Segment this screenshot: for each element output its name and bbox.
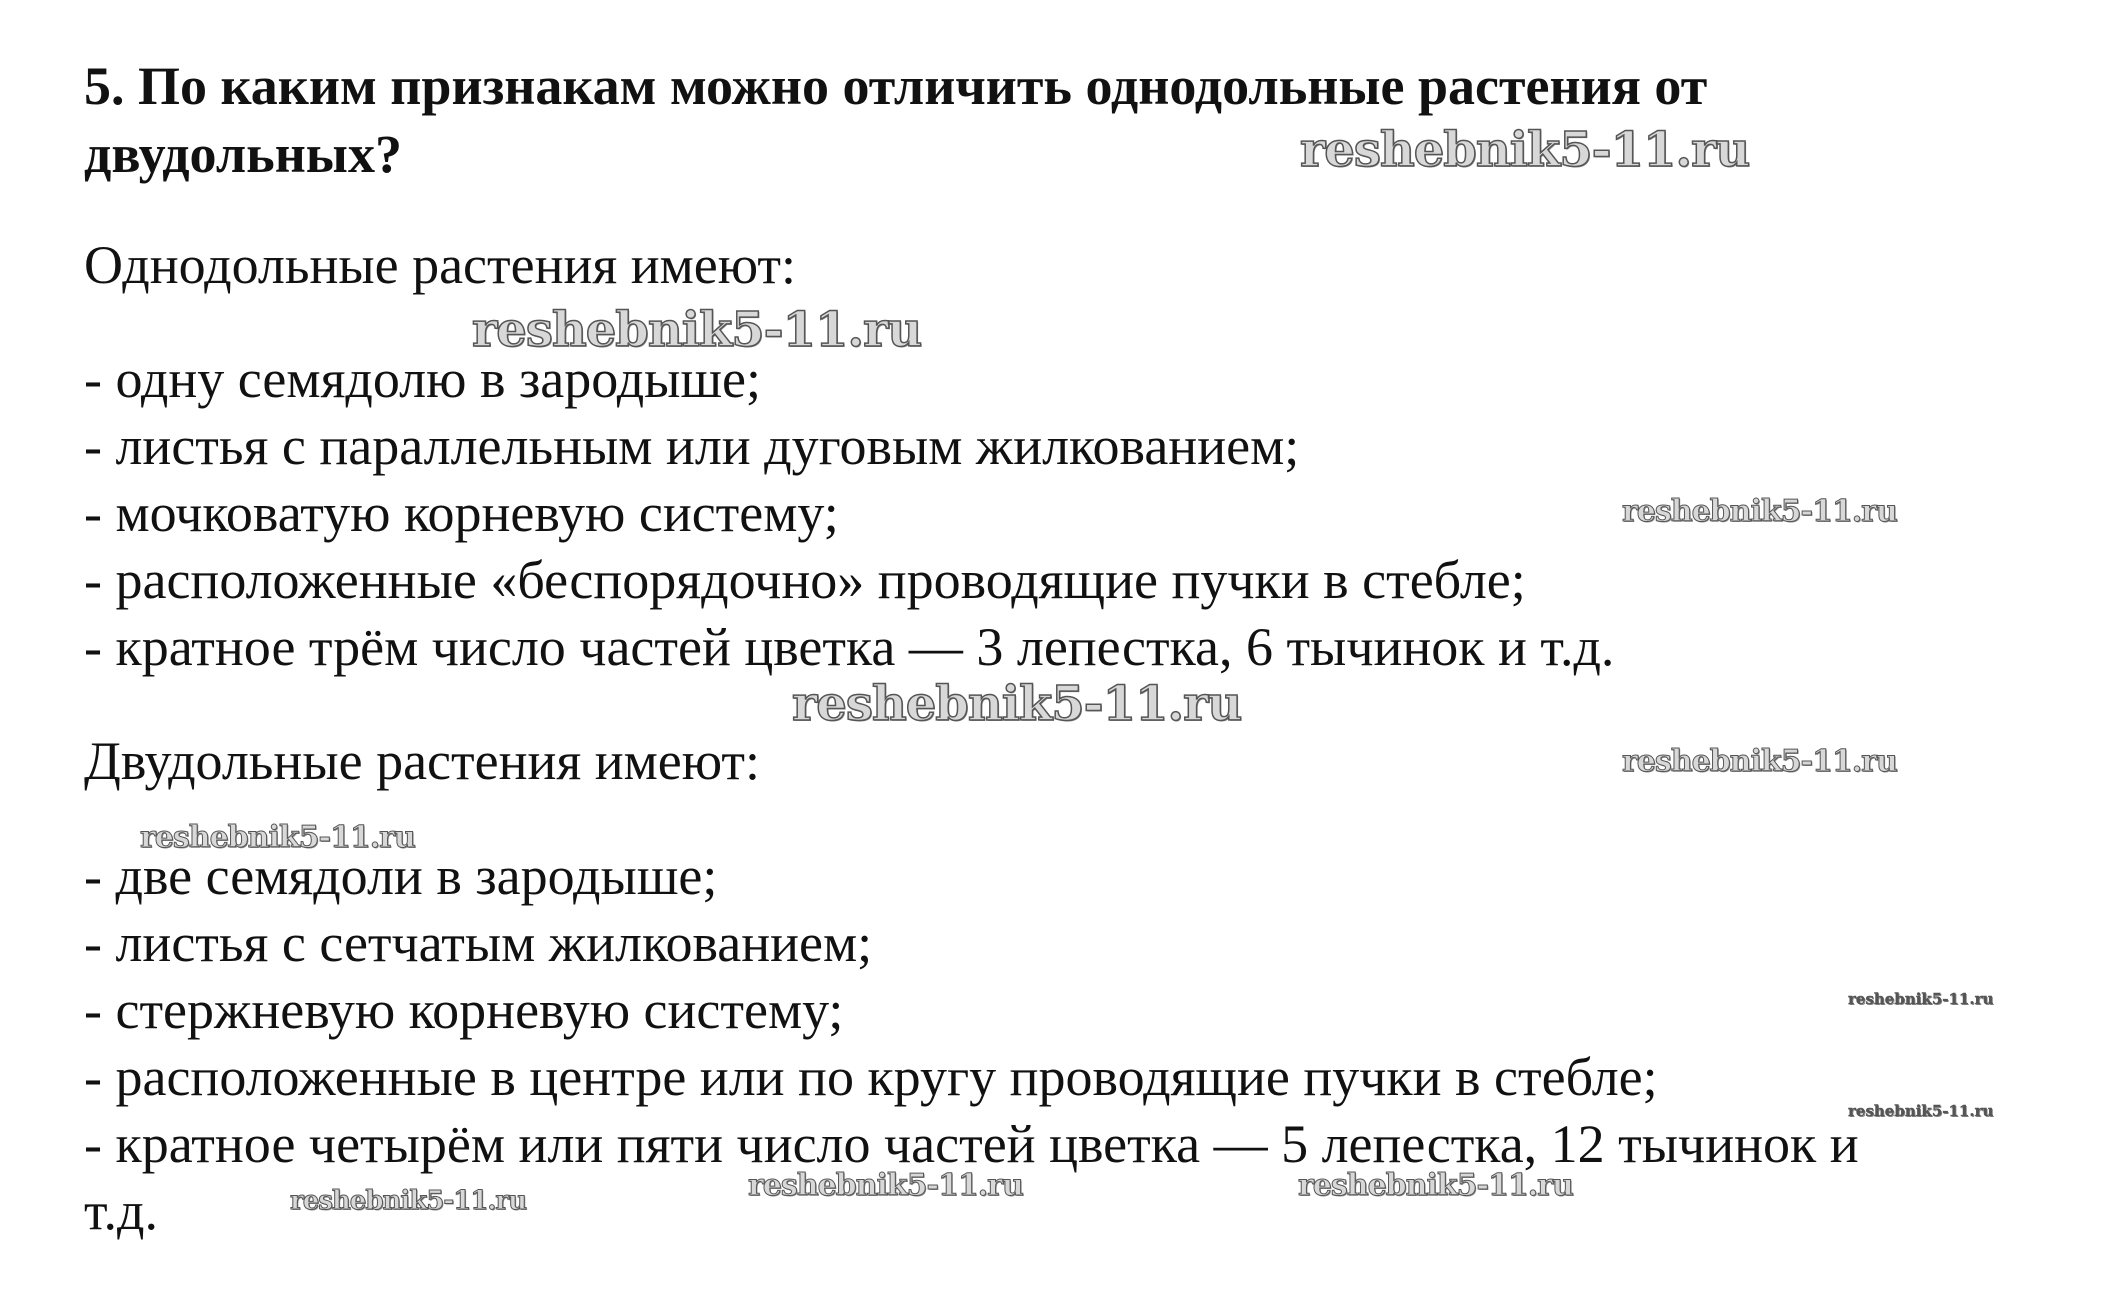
watermark: reshebnik5-11.ru: [1622, 744, 1897, 779]
monocots-item: - листья с параллельным или дуговым жилкованием;: [84, 416, 1300, 476]
watermark: reshebnik5-11.ru: [1622, 494, 1897, 529]
watermark: reshebnik5-11.ru: [1848, 1102, 1994, 1120]
watermark: reshebnik5-11.ru: [1298, 1168, 1573, 1203]
monocots-item: - одну семядолю в зародыше;: [84, 349, 762, 409]
watermark: reshebnik5-11.ru: [472, 302, 922, 358]
watermark: reshebnik5-11.ru: [1300, 122, 1750, 178]
watermark: reshebnik5-11.ru: [140, 820, 415, 855]
dicots-item: - две семядоли в зародыше;: [84, 846, 718, 906]
monocots-item: - мочковатую корневую систему;: [84, 483, 839, 543]
dicots-item-continuation: т.д.: [84, 1181, 159, 1241]
question-heading: 5. По каким признакам можно отличить однодольные растения от двудольных?: [84, 56, 1708, 184]
monocots-item: - расположенные «беспорядочно» проводящие пучки в стебле;: [84, 550, 1526, 610]
watermark: reshebnik5-11.ru: [1848, 990, 1994, 1008]
watermark: reshebnik5-11.ru: [290, 1186, 527, 1216]
monocots-heading: Однодольные растения имеют:: [84, 235, 796, 295]
dicots-item: - кратное четырём или пяти число частей цветка — 5 лепестка, 12 тычинок и: [84, 1114, 1859, 1174]
watermark: reshebnik5-11.ru: [748, 1168, 1023, 1203]
dicots-item: - листья с сетчатым жилкованием;: [84, 913, 873, 973]
dicots-item: - стержневую корневую систему;: [84, 980, 844, 1040]
monocots-item: - кратное трём число частей цветка — 3 лепестка, 6 тычинок и т.д.: [84, 617, 1615, 677]
watermark: reshebnik5-11.ru: [792, 676, 1242, 732]
dicots-item: - расположенные в центре или по кругу проводящие пучки в стебле;: [84, 1047, 1658, 1107]
dicots-heading: Двудольные растения имеют:: [84, 731, 760, 791]
